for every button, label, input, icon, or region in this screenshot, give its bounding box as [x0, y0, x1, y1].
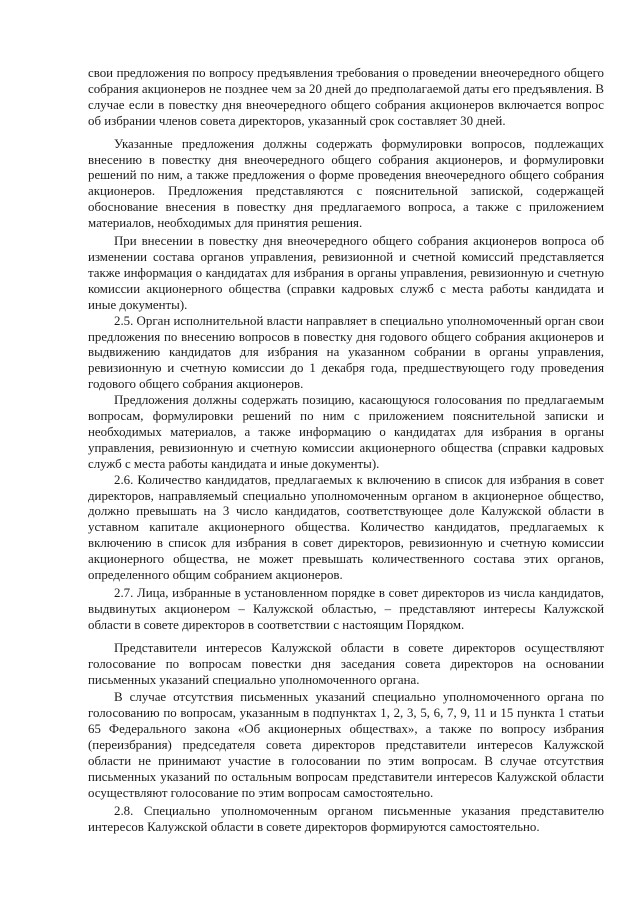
paragraph-proposal-position: Предложения должны содержать позицию, касающуюся голосования по предлагаемым вопросам, формулировки решений по ним с приложением пояснительной записки и необходимых материалов, а также информацию о кандидатах для избрания в органы управления, ревизионную и счетную комиссии акционерного общества (справки кадровых служб с места работы кандидата и иные документы). — [88, 393, 604, 471]
paragraph-candidates-info: При внесении в повестку дня внеочередного общего собрания акционеров вопроса об изменении состава органов управления, ревизионной и счетной комиссий представляется также информация о кандидатах для избрания в органы управления, ревизионную и счетную комиссии акционерного общества (справки кадровых служб с места работы кандидата и иные документы). — [88, 234, 604, 312]
paragraph-absence-of-instructions: В случае отсутствия письменных указаний специально уполномоченного органа по голосованию по вопросам, указанным в подпунктах 1, 2, 3, 5, 6, 7, 9, 11 и 15 пункта 1 статьи 65 Федерального закона «Об акционерных обществах», а также по вопросу избрания (переизбрания) председателя совета директоров представители интересов Калужской области не принимают участие в голосовании по этим вопросам. В случае отсутствия письменных указаний по остальным вопросам представители интересов Калужской области осуществляют голосование по этим вопросам самостоятельно. — [88, 690, 604, 800]
document-body — [88, 66, 604, 836]
paragraph-proposal-content: Указанные предложения должны содержать формулировки вопросов, подлежащих внесению в повестку дня внеочередного общего собрания акционеров, и формулировки решений по ним, а также предложения о форме проведения внеочередного общего собрания акционеров. Предложения представляются с пояснительной запиской, содержащей обоснование внесения в повестку дня предлагаемого вопроса, а также с приложением материалов, необходимых для принятия решения. — [88, 136, 604, 231]
paragraph-2-5: 2.5. Орган исполнительной власти направляет в специально уполномоченный орган свои предложения по внесению вопросов в повестку дня годового общего собрания акционеров и выдвижению кандидатов для избрания на указанном собрании в органы управления, ревизионную и счетную комиссии до 1 декабря года, предшествующего году проведения годового общего собрания акционеров. — [88, 313, 604, 392]
paragraph-continuation: свои предложения по вопросу предъявления требования о проведении внеочередного общего собрания акционеров не позднее чем за 20 дней до предполагаемой даты его предъявления. В случае если в повестку дня внеочередного общего собрания акционеров включается вопрос об избрании членов совета директоров, указанный срок составляет 30 дней. — [88, 66, 604, 128]
paragraph-2-7: 2.7. Лица, избранные в установленном порядке в совет директоров из числа кандидатов, выдвинутых акционером – Калужской областью, – представляют интересы Калужской области в совете директоров в соответствии с настоящим Порядком. — [88, 586, 604, 632]
paragraph-2-6: 2.6. Количество кандидатов, предлагаемых к включению в список для избрания в совет директоров, направляемый специально уполномоченным органом в акционерное общество, должно превышать на 3 число кандидатов, соответствующее доле Калужской области в уставном капитале акционерного общества. Количество кандидатов, предлагаемых к включению в список для избрания в совет директоров, ревизионную и счетную комиссии акционерного общества, не может превышать количественного состава этих органов, определенного общим собранием акционеров. — [88, 472, 604, 583]
paragraph-2-8: 2.8. Специально уполномоченным органом письменные указания представителю интересов Калужской области в совете директоров формируются самостоятельно. — [88, 803, 604, 834]
paragraph-representatives-voting: Представители интересов Калужской области в совете директоров осуществляют голосование по вопросам повестки дня заседания совета директоров на основании письменных указаний специально уполномоченного органа. — [88, 640, 604, 687]
